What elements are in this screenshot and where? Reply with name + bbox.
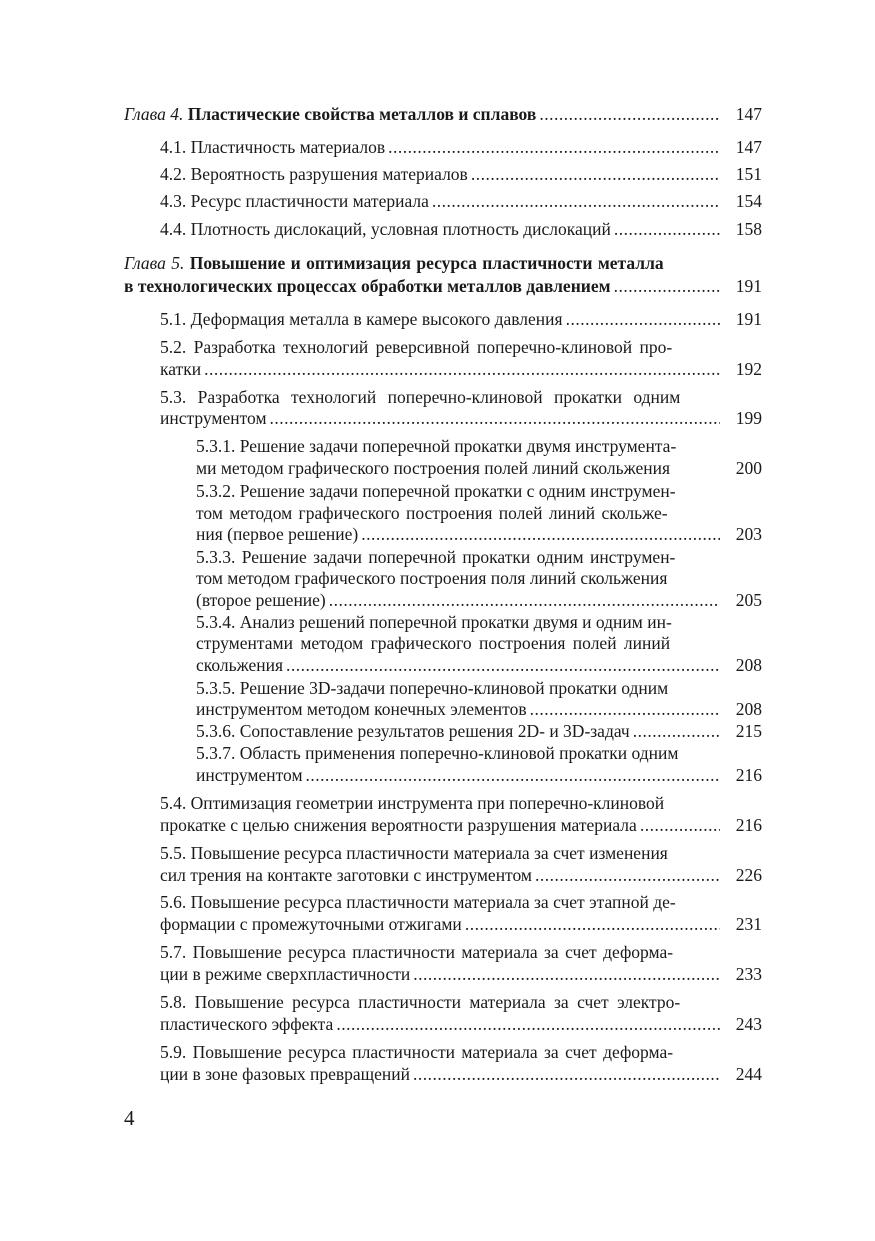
dot-leader [361, 522, 720, 546]
page-ref: 154 [735, 191, 762, 211]
dot-leader [306, 763, 720, 787]
dot-leader [270, 406, 720, 430]
page-ref: 191 [735, 276, 762, 296]
dot-leader [465, 912, 720, 936]
page-ref: 231 [735, 914, 762, 934]
page-ref: 147 [735, 104, 762, 124]
dot-leader [388, 135, 720, 159]
toc-entry: 4.1. Пластичность материалов ..... [160, 135, 724, 159]
page-ref: 208 [735, 699, 762, 719]
page-ref: 244 [735, 1064, 762, 1084]
page-ref: 191 [735, 309, 762, 329]
dot-leader [566, 307, 720, 331]
toc-entry: 5.5. Повышение ресурса пластичности материала за счет изменения [160, 843, 668, 863]
dot-leader [329, 588, 720, 612]
page-ref: 233 [735, 964, 762, 984]
toc-entry: 5.3.1. Решение задачи поперечной прокатки двумя инструмента- [196, 436, 677, 456]
dot-leader [413, 962, 720, 986]
page-ref: 243 [735, 1014, 762, 1034]
page-ref: 208 [735, 655, 762, 675]
page-number: 4 [124, 1106, 135, 1130]
page-ref: 199 [735, 408, 762, 428]
toc-entry: 5.3.4. Анализ решений поперечной прокатки двумя и одним ин- [196, 612, 672, 632]
toc-entry: 5.3.6. Сопоставление результатов решения 2D- и 3D-задач ..... [196, 719, 724, 743]
chapter-label: Глава 4. [124, 104, 184, 124]
dot-leader [204, 357, 720, 381]
chapter-title: Пластические свойства металлов и сплавов [187, 104, 537, 124]
page-ref: 151 [735, 164, 762, 184]
dot-leader [530, 697, 720, 721]
page-ref: 147 [735, 137, 762, 157]
page-ref: 216 [735, 815, 762, 835]
page-ref: 226 [735, 865, 762, 885]
chapter-title: Повышение и оптимизация ресурса пластичности металла [189, 253, 664, 273]
dot-leader [286, 653, 720, 677]
toc-entry: 4.3. Ресурс пластичности материала ..... [160, 189, 724, 213]
toc-entry: 5.2. Разработка технологий реверсивной поперечно-клиновой про- [160, 337, 673, 357]
toc-entry-chapter-4 [124, 102, 724, 126]
toc-entry: 4.4. Плотность дислокаций, условная плотность дислокаций ..... [160, 217, 724, 241]
toc-entry: 5.8. Повышение ресурса пластичности материала за счет электро- [160, 992, 681, 1012]
page-ref: 216 [735, 765, 762, 785]
dot-leader [413, 1062, 720, 1086]
toc-entry: 5.3.5. Решение 3D-задачи поперечно-клиновой прокатки одним [196, 678, 669, 698]
toc-page: Глава 4. Пластические свойства металлов и сплавов ..... 147 4.1. Пластичность материалов ..... 147 4.2. Вероятность разрушения материалов ..... 151 4.3. Ресурс пластичности материала ..... 154 4.4. Плотность дислокаций, условная плотность дислокаций ..... 158 Глава 5. Повышение и оптимизация ресурса пластичности металла в технологических процессах обработки металлов давлением ..... 191 5.1. Деформация металла в камере высокого давления ..... 191 5.2. Разработка технологий реверсивной поперечно-клиновой про- катки ..... 192 5.3. Разработка технологий поперечно-клиновой прокатки одним инструментом ..... 199 5.3.1. Решение задачи поперечной прокатки двумя инструмента- ми методом графического построения полей линий скольжения 200 5.3.2. Решение задачи поперечной прокатки с одним инструмен- том методом графического построения полей линий скольже- ния (первое решение) ..... 203 5.3.3. Решение задачи поперечной прокатки одним инструмен- том методом графического построения поля линий скольжения (второе решение) ..... 205 5.3.4. Анализ решений поперечной прокатки двумя и одним ин- струментами методом графического построения полей линий скольжения ..... 208 5.3.5. Решение 3D-задачи поперечно-клиновой прокатки одним инструментом методом конечных элементов ..... 208 5.3.6. Сопоставление результатов решения 2D- и 3D-задач ..... 215 5.3.7. Область применения поперечно-клиновой прокатки одним инструментом ..... 216 5.4. Оптимизация геометрии инструмента при поперечно-клиновой прокатке с целью снижения вероятности разрушения материала ..... 216 5.5. Повышение ресурса пластичности материала за счет изменения сил трения на контакте заготовки с инструментом ..... 226 5.6. Повышение ресурса пластичности материала за счет этапной де- формации с промежуточными отжигами ..... 231 5.7. Повышение ресурса пластичности материала за счет деформа- ции в режиме сверхпластичности ..... 233 5.8. Повышение ресурса пластичности материала за счет электро- пластического эффекта ..... 243 5.9. Повышение ресурса пластичности материала за счет деформа- ции в зоне фазовых превращений ..... 244 4 [0, 0, 875, 1241]
chapter-label: Глава 5. [124, 253, 185, 273]
page-ref: 200 [735, 458, 762, 478]
dot-leader [539, 102, 720, 126]
toc-entry: 5.3.2. Решение задачи поперечной прокатки с одним инструмен- [196, 481, 676, 501]
dot-leader [471, 162, 720, 186]
toc-entry-chapter-5 [124, 251, 724, 275]
page-ref: 205 [735, 590, 762, 610]
toc-entry: 5.6. Повышение ресурса пластичности материала за счет этапной де- [160, 892, 676, 912]
toc-entry: 5.3. Разработка технологий поперечно-клиновой прокатки одним [160, 387, 681, 407]
page-ref: 203 [735, 524, 762, 544]
page-ref: 192 [735, 359, 762, 379]
toc-entry: 5.7. Повышение ресурса пластичности материала за счет деформа- [160, 942, 674, 962]
dot-leader [336, 1012, 720, 1036]
page-ref: 215 [735, 721, 762, 741]
dot-leader [432, 189, 720, 213]
toc-entry: 5.3.3. Решение задачи поперечной прокатки одним инструмен- [196, 547, 676, 567]
toc-entry: 5.1. Деформация металла в камере высокого давления ..... [160, 307, 724, 331]
toc-entry: 5.3.7. Область применения поперечно-клиновой прокатки одним [196, 743, 679, 763]
toc-entry: 4.2. Вероятность разрушения материалов ..... [160, 162, 724, 186]
chapter-title-cont: в технологических процессах обработки металлов давлением [124, 276, 611, 296]
toc-entry: 5.4. Оптимизация геометрии инструмента при поперечно-клиновой [160, 793, 665, 813]
page-ref: 158 [735, 219, 762, 239]
toc-entry: 5.9. Повышение ресурса пластичности материала за счет деформа- [160, 1042, 674, 1062]
dot-leader [535, 863, 720, 887]
